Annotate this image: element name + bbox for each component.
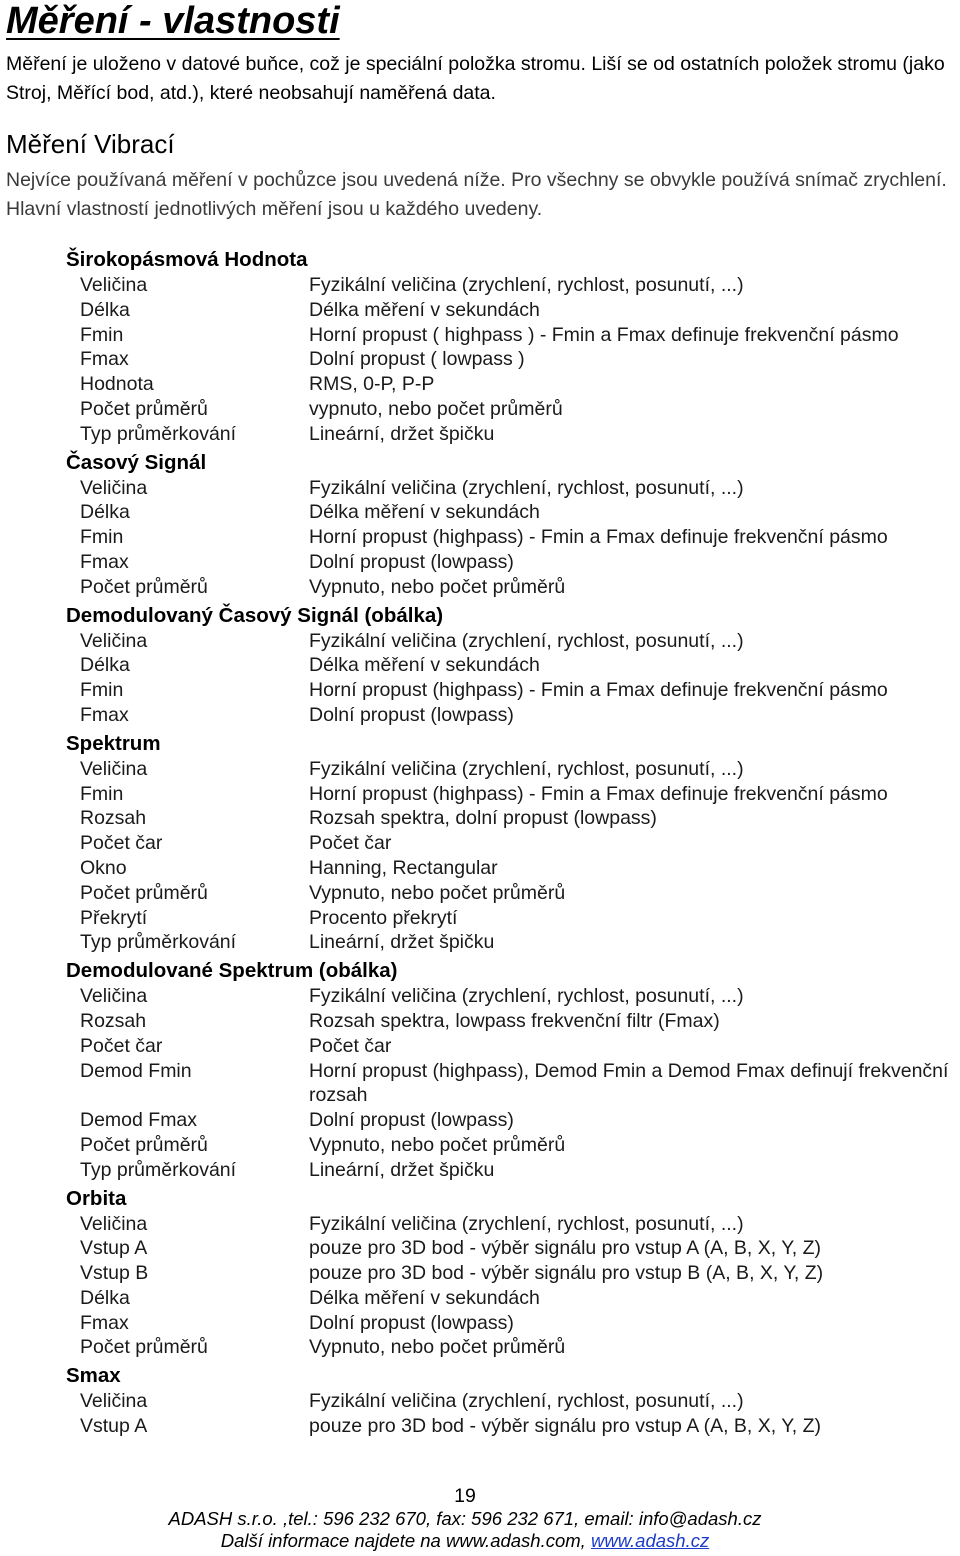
property-value: Horní propust (highpass), Demod Fmin a Demod Fmax definují frekvenční rozsah: [309, 1059, 949, 1107]
property-value: Délka měření v sekundách: [309, 1286, 540, 1309]
property-name: Fmin: [80, 679, 124, 702]
property-row: [66, 1286, 956, 1311]
section-title: Měření Vibrací: [6, 129, 175, 159]
property-name: Veličina: [80, 757, 148, 780]
property-name: Délka: [80, 1286, 130, 1309]
property-row: [66, 1389, 956, 1414]
property-row: [66, 1236, 956, 1261]
property-row: [66, 298, 956, 323]
property-row: [66, 1335, 956, 1360]
measurement-heading: Demodulované Spektrum (obálka): [66, 959, 398, 983]
property-value: Vypnuto, nebo počet průměrů: [309, 1133, 566, 1156]
property-value: Dolní propust (lowpass): [309, 550, 514, 573]
measurement-heading: Smax: [66, 1364, 121, 1388]
property-row: [66, 1059, 956, 1109]
measurement-section: [66, 447, 956, 600]
property-name: Veličina: [80, 274, 148, 296]
property-row: [66, 806, 956, 831]
property-name: Demod Fmin: [80, 1059, 192, 1082]
property-row: [66, 372, 956, 397]
property-name: Fmax: [80, 1311, 129, 1334]
property-value: Lineární, držet špičku: [309, 931, 495, 954]
property-row: [66, 629, 956, 654]
property-name: Délka: [80, 654, 130, 677]
property-name: Typ průměrkování: [80, 422, 237, 445]
measurement-heading: Demodulovaný Časový Signál (obálka): [66, 603, 444, 627]
property-row: [66, 1414, 956, 1439]
property-name: Vstup A: [80, 1415, 148, 1438]
property-row: [66, 653, 956, 678]
property-value: Lineární, držet špičku: [309, 1158, 495, 1181]
property-name: Veličina: [80, 476, 148, 499]
property-value: Fyzikální veličina (zrychlení, rychlost, posunutí, ...): [309, 985, 744, 1008]
footer-contact: ADASH s.r.o. ,tel.: 596 232 670, fax: 596 232 671, email: info@adash.cz: [168, 1508, 762, 1529]
property-row: [66, 930, 956, 955]
property-value: pouze pro 3D bod - výběr signálu pro vstup A (A, B, X, Y, Z): [309, 1237, 821, 1260]
property-name: Rozsah: [80, 807, 147, 830]
footer-info-text: Další informace najdete na www.adash.com,: [220, 1530, 591, 1551]
property-value: Dolní propust (lowpass): [309, 1109, 514, 1132]
property-value: Počet čar: [309, 832, 392, 855]
property-value: Fyzikální veličina (zrychlení, rychlost, posunutí, ...): [309, 274, 744, 296]
property-name: Veličina: [80, 985, 148, 1008]
property-row: [66, 757, 956, 782]
property-value: pouze pro 3D bod - výběr signálu pro vstup B (A, B, X, Y, Z): [309, 1262, 824, 1285]
measurement-section: [66, 1360, 956, 1439]
property-name: Typ průměrkování: [80, 931, 237, 954]
property-row: [66, 831, 956, 856]
property-value: Procento překrytí: [309, 906, 458, 929]
property-row: [66, 1311, 956, 1336]
property-row: [66, 1034, 956, 1059]
property-value: pouze pro 3D bod - výběr signálu pro vstup A (A, B, X, Y, Z): [309, 1415, 821, 1438]
property-name: Typ průměrkování: [80, 1158, 237, 1181]
property-row: [66, 1009, 956, 1034]
property-value: Dolní propust (lowpass): [309, 1311, 514, 1334]
property-row: [66, 856, 956, 881]
property-name: Vstup A: [80, 1237, 148, 1260]
property-value: Fyzikální veličina (zrychlení, rychlost, posunutí, ...): [309, 1390, 744, 1413]
page-number: 19: [454, 1485, 476, 1507]
property-name: Veličina: [80, 1390, 148, 1413]
measurement-section: [66, 955, 956, 1182]
property-name: Fmin: [80, 323, 124, 346]
footer-info: [0, 1530, 930, 1552]
measurement-list: [66, 244, 956, 1439]
property-value: Počet čar: [309, 1034, 392, 1057]
property-row: [66, 397, 956, 422]
property-name: Počet čar: [80, 1034, 163, 1057]
property-name: Délka: [80, 501, 130, 524]
property-value: Horní propust (highpass) - Fmin a Fmax definuje frekvenční pásmo: [309, 526, 888, 549]
property-row: [66, 1261, 956, 1286]
property-row: [66, 273, 956, 298]
page-title: Měření - vlastnosti: [6, 0, 340, 42]
property-name: Fmax: [80, 348, 129, 371]
intro-paragraph: Měření je uloženo v datové buňce, což je speciální položka stromu. Liší se od ostatních položek stromu (jako Stroj, Měřící bod, atd.), které neobsahují naměřená data.: [6, 53, 945, 104]
property-value: Vypnuto, nebo počet průměrů: [309, 881, 566, 904]
property-name: Délka: [80, 298, 130, 321]
property-row: [66, 1212, 956, 1237]
property-value: Délka měření v sekundách: [309, 298, 540, 321]
property-name: Překrytí: [80, 906, 148, 929]
property-row: [66, 703, 956, 728]
property-value: Dolní propust ( lowpass ): [309, 348, 525, 371]
property-name: Fmin: [80, 526, 124, 549]
property-value: Lineární, držet špičku: [309, 422, 495, 445]
property-value: Fyzikální veličina (zrychlení, rychlost, posunutí, ...): [309, 757, 744, 780]
subintro-paragraph: Nejvíce používaná měření v pochůzce jsou uvedená níže. Pro všechny se obvykle používá snímač zrychlení. Hlavní vlastností jednotlivých měření jsou u každého uvedeny.: [6, 169, 947, 220]
property-name: Počet průměrů: [80, 575, 208, 598]
property-row: [66, 881, 956, 906]
property-value: Hanning, Rectangular: [309, 856, 498, 879]
property-value: Fyzikální veličina (zrychlení, rychlost, posunutí, ...): [309, 1212, 744, 1235]
property-name: Počet průměrů: [80, 1133, 208, 1156]
property-value: Vypnuto, nebo počet průměrů: [309, 1336, 566, 1359]
property-row: [66, 906, 956, 931]
property-name: Počet čar: [80, 832, 163, 855]
property-name: Počet průměrů: [80, 881, 208, 904]
property-value: Dolní propust (lowpass): [309, 703, 514, 726]
property-value: Fyzikální veličina (zrychlení, rychlost, posunutí, ...): [309, 629, 744, 652]
property-row: [66, 575, 956, 600]
property-row: [66, 782, 956, 807]
property-name: Veličina: [80, 629, 148, 652]
measurement-heading: Časový Signál: [66, 450, 207, 474]
property-name: Demod Fmax: [80, 1109, 198, 1132]
property-name: Fmin: [80, 782, 124, 805]
property-name: Veličina: [80, 1212, 148, 1235]
measurement-heading: Spektrum: [66, 731, 161, 755]
property-name: Počet průměrů: [80, 1336, 208, 1359]
property-row: [66, 984, 956, 1009]
property-row: [66, 1158, 956, 1183]
property-name: Vstup B: [80, 1262, 149, 1285]
property-name: Počet průměrů: [80, 397, 208, 420]
property-value: vypnuto, nebo počet průměrů: [309, 397, 563, 420]
property-name: Okno: [80, 856, 127, 879]
footer-link[interactable]: www.adash.cz: [590, 1530, 710, 1551]
property-value: Vypnuto, nebo počet průměrů: [309, 575, 566, 598]
property-row: [66, 500, 956, 525]
property-row: [66, 347, 956, 372]
measurement-section: [66, 728, 956, 955]
property-row: [66, 476, 956, 501]
property-value: Rozsah spektra, lowpass frekvenční filtr (Fmax): [309, 1009, 720, 1032]
measurement-section: [66, 244, 956, 447]
measurement-section: [66, 600, 956, 728]
property-row: [66, 1133, 956, 1158]
property-row: [66, 1108, 956, 1133]
property-value: Horní propust ( highpass ) - Fmin a Fmax definuje frekvenční pásmo: [309, 323, 899, 346]
measurement-heading: Orbita: [66, 1186, 127, 1210]
property-value: Horní propust (highpass) - Fmin a Fmax definuje frekvenční pásmo: [309, 679, 888, 702]
property-value: Horní propust (highpass) - Fmin a Fmax definuje frekvenční pásmo: [309, 782, 888, 805]
measurement-section: [66, 1183, 956, 1361]
property-value: RMS, 0-P, P-P: [309, 373, 435, 396]
property-name: Fmax: [80, 703, 129, 726]
property-name: Rozsah: [80, 1009, 147, 1032]
property-row: [66, 525, 956, 550]
property-value: Rozsah spektra, dolní propust (lowpass): [309, 807, 657, 830]
property-row: [66, 678, 956, 703]
property-value: Fyzikální veličina (zrychlení, rychlost, posunutí, ...): [309, 476, 744, 499]
property-row: [66, 550, 956, 575]
property-value: Délka měření v sekundách: [309, 654, 540, 677]
property-row: [66, 323, 956, 348]
measurement-heading: Širokopásmová Hodnota: [66, 248, 308, 271]
property-name: Fmax: [80, 550, 129, 573]
property-value: Délka měření v sekundách: [309, 501, 540, 524]
property-name: Hodnota: [80, 373, 154, 396]
property-row: [66, 422, 956, 447]
